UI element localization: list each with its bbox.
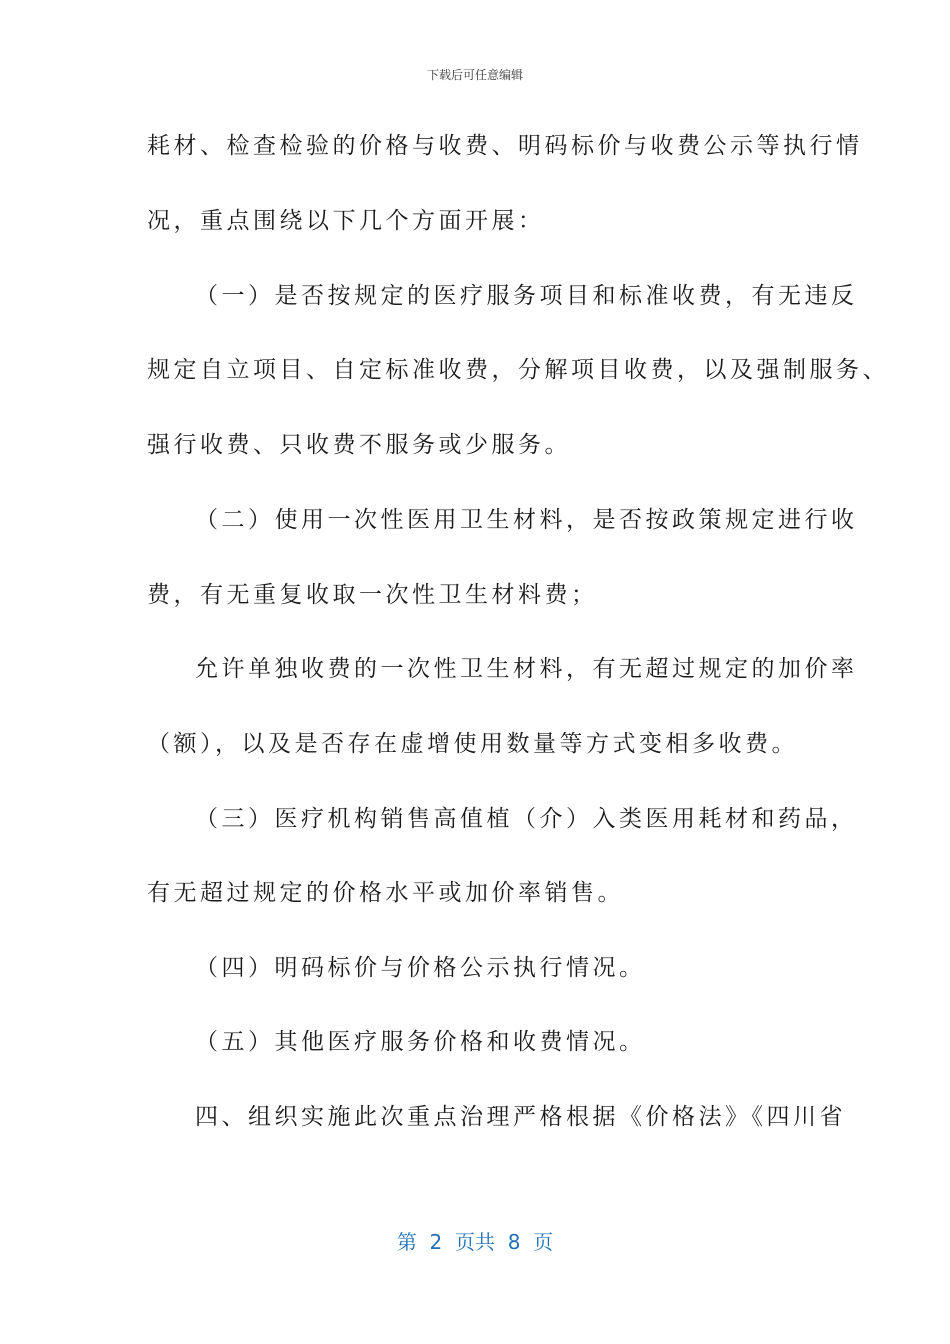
body-line: 耗材、检查检验的价格与收费、明码标价与收费公示等执行情: [147, 133, 863, 159]
body-line: （额），以及是否存在虚增使用数量等方式变相多收费。: [147, 731, 798, 757]
body-line: （二）使用一次性医用卫生材料，是否按政策规定进行收: [195, 507, 858, 533]
body-line: 强行收费、只收费不服务或少服务。: [147, 432, 571, 458]
body-line: （三）医疗机构销售高值植（介）入类医用耗材和药品，: [195, 806, 858, 832]
body-line: （四）明码标价与价格公示执行情况。: [195, 955, 646, 981]
page-footer: [0, 1226, 950, 1255]
body-line: 四、组织实施此次重点治理严格根据《价格法》《四川省: [195, 1104, 846, 1130]
body-line: 费，有无重复收取一次性卫生材料费；: [147, 582, 598, 608]
body-line: 有无超过规定的价格水平或加价率销售。: [147, 880, 624, 906]
page-number: 第 2 页共 8 页: [396, 1230, 554, 1254]
page-header: 下载后可任意编辑: [426, 68, 523, 82]
body-line: 允许单独收费的一次性卫生材料，有无超过规定的加价率: [195, 656, 858, 682]
body-line: 况，重点围绕以下几个方面开展：: [147, 208, 545, 234]
body-line: （五）其他医疗服务价格和收费情况。: [195, 1029, 646, 1055]
body-line: （一）是否按规定的医疗服务项目和标准收费，有无违反: [195, 283, 858, 309]
body-line: 规定自立项目、自定标准收费，分解项目收费，以及强制服务、: [147, 357, 889, 383]
